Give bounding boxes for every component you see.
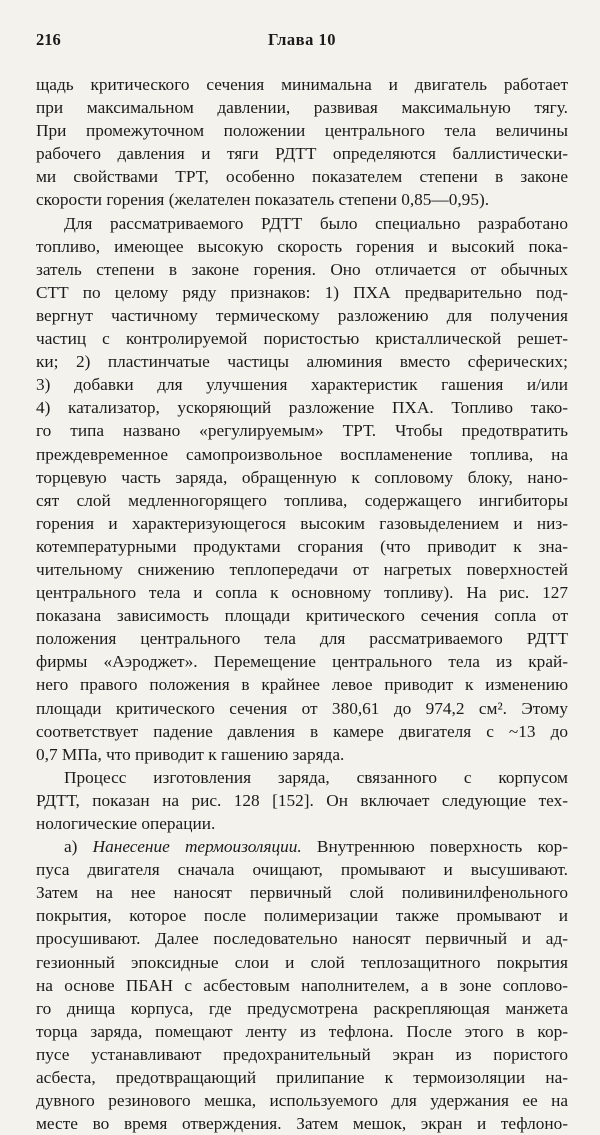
text-line: СТТ по целому ряду признаков: 1) ПХА предварительно под-	[36, 282, 568, 302]
text-line: пусе устанавливают предохранительный экран из пористого	[36, 1044, 568, 1064]
text-line: скорости горения (желателен показатель степени 0,85—0,95).	[36, 190, 490, 210]
text-line: нологические операции.	[36, 814, 216, 833]
page-number: 216	[36, 30, 61, 49]
text-line: вергнут частичному термическому разложению для получения	[36, 305, 568, 325]
text-line: него правого положения в крайнее левое приводит к изменению	[36, 675, 568, 695]
text-line: чительному снижению теплопередачи от нагретых поверхностей	[36, 559, 568, 579]
text-line: положения центрального тела для рассматриваемого РДТТ	[36, 629, 568, 649]
text-line: 0,7 МПа, что приводит к гашению заряда.	[36, 744, 345, 764]
text-line: соответствует падение давления в камере двигателя с ~13 до	[36, 721, 568, 741]
text-line: дувного резинового мешка, используемого для удержания ее на	[36, 1091, 568, 1111]
text-line: торцевую часть заряда, обращенную к сопловому блоку, нано-	[36, 467, 568, 487]
text-run: Внутреннюю поверхность кор-	[301, 837, 568, 857]
text-line: РДТТ, показан на рис. 128 [152]. Он включает следующие тех-	[36, 790, 568, 810]
text-line: месте во время отверждения. Затем мешок, экран и тефлоно-	[36, 1114, 568, 1134]
text-line: площади критического сечения от 380,61 до 974,2 см². Этому	[36, 698, 568, 718]
text-line: асбеста, предотвращающий прилипание к термоизоляции на-	[36, 1068, 568, 1088]
section-heading: Нанесение термоизоляции.	[92, 837, 302, 857]
text-line: Для рассматриваемого РДТТ было специально разработано	[64, 213, 568, 233]
text-line: просушивают. Далее последовательно наносят первичный и ад-	[36, 929, 568, 949]
text-line: при максимальном давлении, развивая максимальную тягу.	[36, 98, 568, 118]
text-line: 3) добавки для улучшения характеристик гашения и/или	[36, 375, 568, 395]
body-text	[36, 73, 568, 1135]
text-line: фирмы «Аэроджет». Перемещение центрального тела из край-	[36, 652, 568, 672]
text-line: гезионный эпоксидные слои и слой теплозащитного покрытия	[36, 952, 568, 972]
chapter-title: Глава 10	[268, 30, 336, 49]
text-line: ми свойствами ТРТ, особенно показателем степени в законе	[36, 167, 568, 187]
text-line: затель степени в законе горения. Оно отличается от обычных	[36, 259, 568, 279]
text-line: 4) катализатор, ускоряющий разложение ПХА. Топливо тако-	[36, 398, 568, 418]
text-line: частиц с контролируемой пористостью кристаллической решет-	[36, 329, 568, 349]
text-line: Затем на нее наносят первичный слой поливинилфенольного	[36, 883, 568, 903]
text-line: котемпературными продуктами сгорания (что приводит к зна-	[36, 536, 568, 556]
text-line: пуса двигателя сначала очищают, промывают и высушивают.	[36, 860, 568, 880]
text-line: ки; 2) пластинчатые частицы алюминия вместо сферических;	[36, 352, 568, 372]
text-line: го типа названо «регулируемым» ТРТ. Чтобы предотвратить	[36, 421, 568, 441]
text-line: на основе ПБАН с асбестовым наполнителем, а в зоне соплово-	[36, 975, 568, 995]
section-a-line: а) Нанесение термоизоляции. Внутреннюю поверхность кор-	[64, 837, 568, 857]
text-line: сят слой медленногорящего топлива, содержащего ингибиторы	[36, 490, 568, 510]
text-line: топливо, имеющее высокую скорость горения и высокий пока-	[36, 236, 568, 256]
text-line: центрального тела и сопла к основному топливу). На рис. 127	[36, 583, 568, 603]
text-line: показана зависимость площади критического сечения сопла от	[36, 606, 568, 626]
text-line: рабочего давления и тяги РДТТ определяются баллистически-	[36, 144, 568, 164]
text-line: покрытия, которое после полимеризации также промывают и	[36, 906, 568, 926]
text-line: торца заряда, помещают ленту из тефлона. После этого в кор-	[36, 1021, 568, 1041]
text-line: щадь критического сечения минимальна и двигатель работает	[36, 75, 568, 94]
text-line: го днища корпуса, где предусмотрена раскрепляющая манжета	[36, 998, 568, 1018]
text-line: горения и характеризующегося высоким газовыделением и низ-	[36, 513, 568, 533]
text-line: Процесс изготовления заряда, связанного с корпусом	[64, 767, 568, 787]
text-line: При промежуточном положении центрального тела величины	[36, 121, 568, 141]
text-line: преждевременное самопроизвольное воспламенение топлива, на	[36, 444, 568, 464]
page-header	[36, 30, 568, 54]
